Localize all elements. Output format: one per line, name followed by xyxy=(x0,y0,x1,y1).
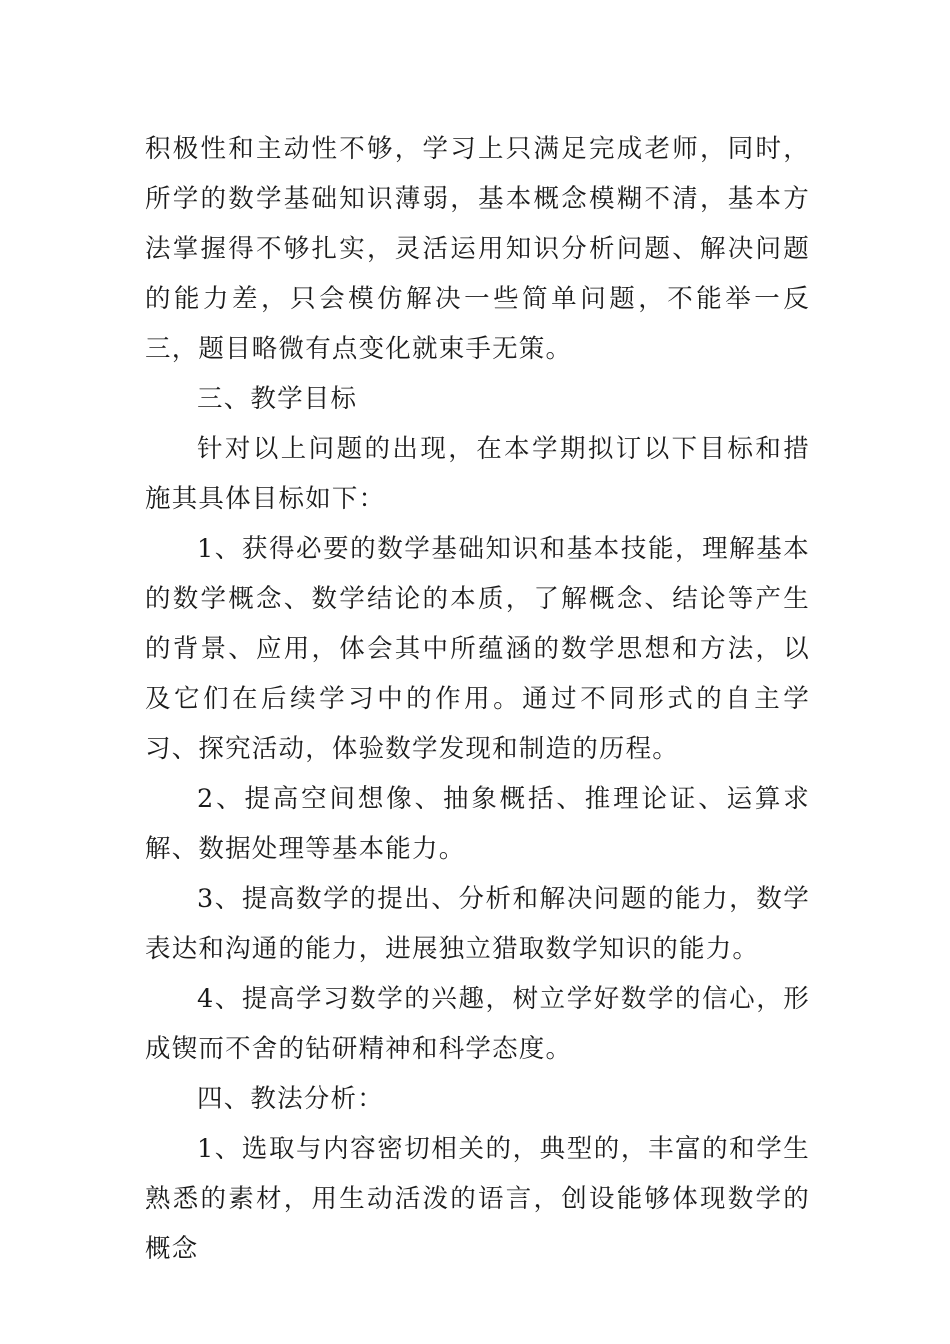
paragraph-goals-intro: 针对以上问题的出现，在本学期拟订以下目标和措施其具体目标如下： xyxy=(145,434,810,514)
section-heading-teaching-goals: 三、教学目标 xyxy=(197,384,358,414)
document-page xyxy=(145,124,810,1274)
paragraph-goal-4: 4、提高学习数学的兴趣，树立学好数学的信心，形成锲而不舍的钻研精神和科学态度。 xyxy=(145,984,810,1064)
paragraph-goal-1: 1、获得必要的数学基础知识和基本技能，理解基本的数学概念、数学结论的本质，了解概念、结论等产生的背景、应用，体会其中所蕴涵的数学思想和方法，以及它们在后续学习中的作用。通过不同形式的自主学习、探究活动，体验数学发现和制造的历程。 xyxy=(145,534,810,764)
paragraph-goal-3: 3、提高数学的提出、分析和解决问题的能力，数学表达和沟通的能力，进展独立猎取数学知识的能力。 xyxy=(145,884,810,964)
paragraph-goal-2: 2、提高空间想像、抽象概括、推理论证、运算求解、数据处理等基本能力。 xyxy=(145,784,810,864)
section-heading-teaching-methods: 四、教法分析： xyxy=(197,1084,384,1114)
paragraph-continuation: 积极性和主动性不够，学习上只满足完成老师，同时，所学的数学基础知识薄弱，基本概念模糊不清，基本方法掌握得不够扎实，灵活运用知识分析问题、解决问题的能力差，只会模仿解决一些简单问题，不能举一反三，题目略微有点变化就束手无策。 xyxy=(145,134,810,364)
paragraph-method-1: 1、选取与内容密切相关的，典型的，丰富的和学生熟悉的素材，用生动活泼的语言，创设能够体现数学的概念 xyxy=(145,1134,810,1264)
